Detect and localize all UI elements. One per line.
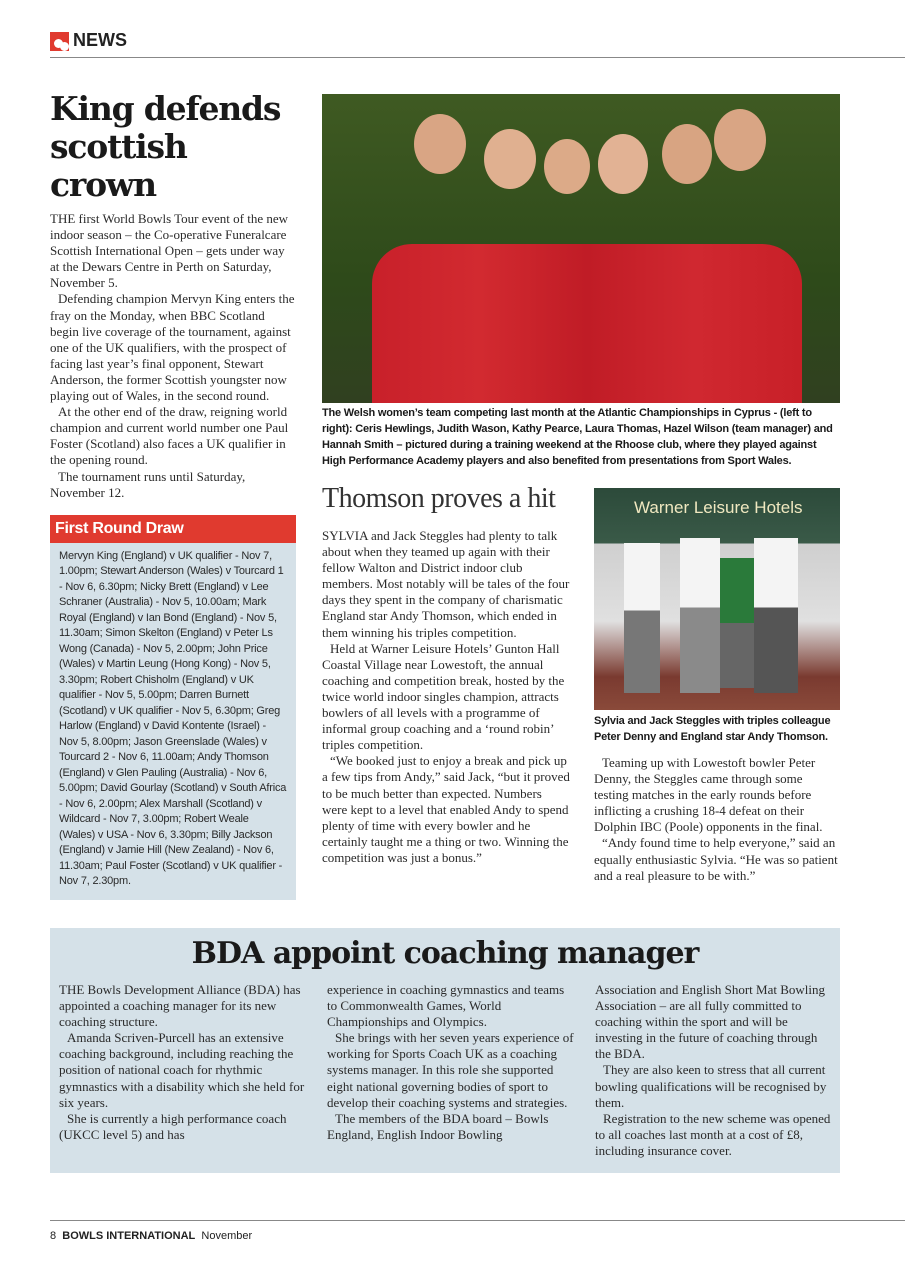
bda-col2 bbox=[327, 982, 577, 1159]
paragraph: Teaming up with Lowestoft bowler Peter Denny, the Steggles came through some testing matches in the early rounds before inflicting a crushing 18-4 defeat on their Dolphin IBC (Poole) opponents in the final. bbox=[594, 755, 823, 835]
photo1-caption: The Welsh women’s team competing last month at the Atlantic Championships in Cyprus - (left to right): Ceris Hewlings, Judith Wason, Kathy Pearce, Laura Thomas, Hazel Wilson (team manager) and Hannah Smith – pictured during a training weekend at the Rhoose club, where they played against High Performance Academy players and also benefited from presentations from Sport Wales. bbox=[322, 407, 833, 467]
paragraph: THE Bowls Development Alliance (BDA) has appointed a coaching manager for its new coaching structure. bbox=[59, 982, 301, 1030]
news-logo-icon bbox=[50, 32, 69, 51]
photo2-caption: Sylvia and Jack Steggles with triples colleague Peter Denny and England star Andy Thomson. bbox=[594, 715, 831, 743]
paragraph: They are also keen to stress that all current bowling qualifications will be recognised by them. bbox=[595, 1062, 827, 1110]
paragraph: The members of the BDA board – Bowls England, English Indoor Bowling bbox=[327, 1110, 549, 1142]
paragraph: The tournament runs until Saturday, November 12. bbox=[50, 468, 246, 500]
welsh-team-photo bbox=[322, 94, 840, 403]
bda-col1 bbox=[59, 982, 309, 1159]
paragraph: She brings with her seven years experience of working for Sports Coach UK as a coaching systems manager. In this role she supported eight national governing bodies of sport to develop their coaching systems and strategies. bbox=[327, 1030, 574, 1110]
first-round-draw-box bbox=[50, 515, 296, 900]
headline-thomson: Thomson proves a hit bbox=[322, 483, 556, 514]
headline-king: King defends scottish crown bbox=[50, 89, 281, 204]
paragraph: At the other end of the draw, reigning world champion and current world number one Paul Foster (Scotland) also faces a UK qualifier in the opening round. bbox=[50, 404, 289, 468]
bda-columns bbox=[59, 982, 831, 1159]
article-thomson-col1 bbox=[322, 528, 570, 866]
paragraph: Association and English Short Mat Bowling Association – are all fully committed to coaching within the sport and will be investing in the future of coaching through the BDA. bbox=[595, 982, 826, 1062]
paragraph: SYLVIA and Jack Steggles had plenty to talk about when they teamed up again with their fellow Walton and District indoor club members. Most notably will be tales of the four days they spent in the company of charismatic England star Andy Thomson, which ended in them winning his triples competition. bbox=[322, 528, 570, 640]
draw-text: Mervyn King (England) v UK qualifier - Nov 7, 1.00pm; Stewart Anderson (Wales) v Tourcard 1 - Nov 6, 6.30pm; Nicky Brett (England) v Lee Schraner (Australia) - Nov 5, 10.00am; Mark Royal (England) v Ian Bond (England) - Nov 5, 11.30am; Simon Skelton (England) v Peter Ls Wong (Canada) - Nov 5, 2.00pm; John Price (Wales) v Martin Leung (Hong Kong) - Nov 5, 3.30pm; Robert Chisholm (England) v UK qualifier - Nov 5, 5.00pm; Darren Burnett (Scotland) v UK qualifier - Nov 5, 6.30pm; Greg Harlow (England) v David Kontente (Israel) - Nov 5, 8.00pm; Jason Greenslade (Wales) v Tourcard 2 - Nov 6, 11.00am; Andy Thomson (England) v Glen Pauling (Australia) - Nov 6, 5.00pm; David Gourlay (Scotland) v South Africa - Nov 6, 2.00pm; Alex Marshall (Scotland) v Wildcard - Nov 7, 3.00pm; Robert Weale (Wales) v USA - Nov 6, 3.30pm; Billy Jackson (England) v Jamie Hill (New Zealand) - Nov 6, 11.30am; Paul Foster (Scotland) v UK qualifier - Nov 7, 2.30pm. bbox=[59, 549, 287, 888]
magazine-name: BOWLS INTERNATIONAL bbox=[62, 1230, 196, 1242]
steggles-column bbox=[594, 488, 840, 884]
thomson-column bbox=[322, 482, 570, 866]
paragraph: experience in coaching gymnastics and teams to Commonwealth Games, World Championships and Olympics. bbox=[327, 982, 565, 1030]
bda-col3 bbox=[595, 982, 831, 1159]
paragraph: “Andy found time to help everyone,” said an equally enthusiastic Sylvia. “He was so patient and a real pleasure to be with.” bbox=[594, 835, 838, 883]
paragraph: Held at Warner Leisure Hotels’ Gunton Hall Coastal Village near Lowestoft, the annual coaching and competition break, hosted by the twice world indoor singles champion, attracts bowlers of all levels with a programme of informal group coaching and a ‘round robin’ triples competition. bbox=[322, 640, 565, 753]
article-thomson-col2 bbox=[594, 755, 840, 884]
steggles-photo bbox=[594, 488, 840, 710]
page-footer bbox=[50, 1220, 905, 1242]
page-number: 8 bbox=[50, 1230, 57, 1242]
draw-title: First Round Draw bbox=[50, 515, 296, 543]
paragraph: Amanda Scriven-Purcell has an extensive coaching background, including reaching the position of national coach for rhythmic gymnastics with a disability which she held for six years. bbox=[59, 1030, 305, 1110]
section-header bbox=[50, 30, 905, 58]
left-column bbox=[50, 90, 296, 900]
warner-sign: Warner Leisure Hotels bbox=[634, 498, 803, 517]
issue-month: November bbox=[201, 1230, 253, 1242]
paragraph: THE first World Bowls Tour event of the new indoor season – the Co-operative Funeralcare Scottish International Open – gets under way at the Dewars Centre in Perth on Saturday, November 5. bbox=[50, 211, 289, 291]
paragraph: She is currently a high performance coach (UKCC level 5) and has bbox=[59, 1110, 287, 1142]
paragraph: Registration to the new scheme was opened to all coaches last month at a cost of £8, including insurance cover. bbox=[595, 1110, 831, 1158]
bda-article-box bbox=[50, 928, 840, 1173]
paragraph: Defending champion Mervyn King enters the fray on the Monday, when BBC Scotland begin live coverage of the tournament, against one of the UK qualifiers, with the prospect of facing last year’s final opponent, Stewart Anderson, the former Scottish youngster now playing out of Wales, in the second round. bbox=[50, 291, 295, 404]
headline-bda: BDA appoint coaching manager bbox=[191, 936, 699, 971]
article-king-body bbox=[50, 211, 296, 501]
section-label: NEWS bbox=[73, 30, 127, 50]
paragraph: “We booked just to enjoy a break and pick up a few tips from Andy,” said Jack, “but it proved to be much better than expected. Numbers were kept to a level that enabled Andy to spend plenty of time with every bowler and he certainly taught me a thing or two. Winning the competition was just a bonus.” bbox=[322, 753, 570, 865]
